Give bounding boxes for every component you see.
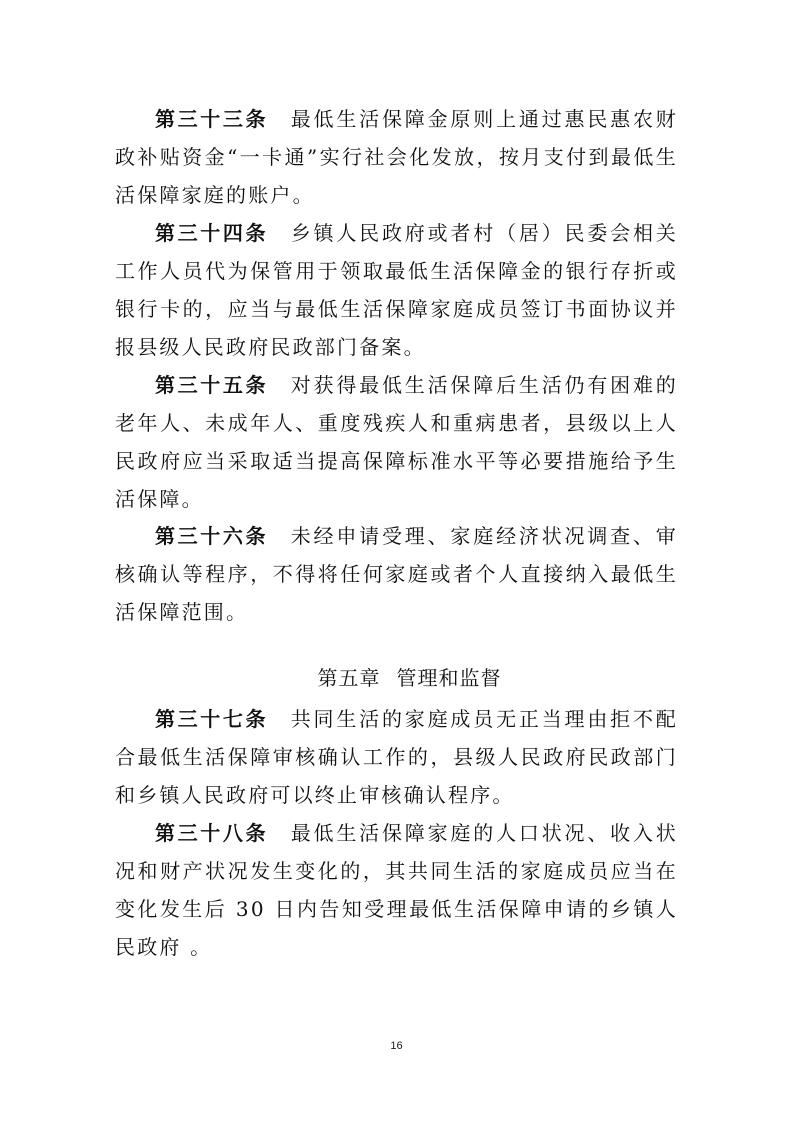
article-text: 共同生活的家庭成员无正当理由拒不配合最低生活保障审核确认工作的，县级人民政府民政部门和乡镇人民政府可以终止审核确认程序。 <box>115 707 678 807</box>
article-text: 最低生活保障家庭的人口状况、收入状况和财产状况发生变化的，其共同生活的家庭成员应当在变化发生后 30 日内告知受理最低生活保障申请的乡镇人民政府 。 <box>115 821 678 959</box>
page-number: 16 <box>390 1040 403 1052</box>
article-label: 第三十五条 <box>155 373 269 397</box>
chapter-title: 管理和监督 <box>396 666 502 690</box>
article-label: 第三十七条 <box>155 707 269 731</box>
article-35 <box>115 366 678 518</box>
article-text: 最低生活保障金原则上通过惠民惠农财政补贴资金“一卡通”实行社会化发放，按月支付到最低生活保障家庭的账户。 <box>115 107 678 207</box>
article-label: 第三十六条 <box>155 524 269 548</box>
article-text: 未经申请受理、家庭经济状况调查、审核确认等程序，不得将任何家庭或者个人直接纳入最低生活保障范围。 <box>115 524 678 624</box>
article-36 <box>115 517 678 631</box>
article-text: 对获得最低生活保障后生活仍有困难的老年人、未成年人、重度残疾人和重病患者，县级以上人民政府应当采取适当提高保障标准水平等必要措施给予生活保障。 <box>115 373 678 511</box>
article-37 <box>115 700 678 814</box>
article-label: 第三十三条 <box>155 107 269 131</box>
article-38 <box>115 814 678 966</box>
article-33 <box>115 100 678 214</box>
chapter-heading <box>0 663 793 693</box>
article-label: 第三十四条 <box>155 221 269 245</box>
article-label: 第三十八条 <box>155 821 269 845</box>
article-34 <box>115 214 678 366</box>
chapter-number: 第五章 <box>317 666 381 690</box>
article-text: 乡镇人民政府或者村（居）民委会相关工作人员代为保管用于领取最低生活保障金的银行存折或银行卡的，应当与最低生活保障家庭成员签订书面协议并报县级人民政府民政部门备案。 <box>115 221 678 359</box>
